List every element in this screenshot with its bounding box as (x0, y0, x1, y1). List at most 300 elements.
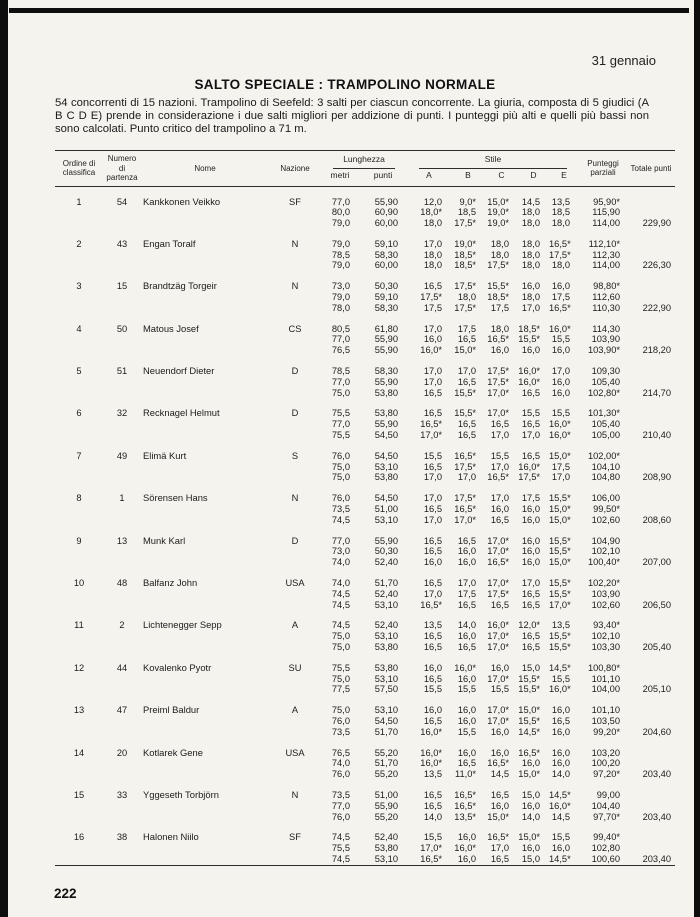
col-header-length (321, 151, 407, 169)
cell-judge-d: 18,5* (518, 323, 540, 334)
cell-judge-c: 16,5* (487, 557, 509, 568)
cell-partial: 112,10* (588, 238, 620, 249)
cell-rank (55, 388, 103, 399)
cell-judge-c: 17,0 (490, 843, 509, 854)
cell-name (141, 769, 269, 780)
cell-judge-c: 17,0* (487, 715, 509, 726)
cell-bib (103, 334, 141, 345)
cell-total (627, 822, 675, 843)
cell-metri: 77,0 (331, 196, 350, 207)
result-row (55, 758, 675, 769)
cell-name (141, 546, 269, 557)
cell-judge-a: 17,0 (423, 323, 442, 334)
cell-punti: 50,30 (374, 281, 398, 292)
cell-judge-d: 16,0* (518, 376, 540, 387)
cell-punti: 61,80 (374, 323, 398, 334)
cell-name (141, 388, 269, 399)
cell-total (627, 653, 675, 674)
cell-rank: 12 (73, 662, 85, 673)
cell-judge-a: 15,5 (423, 832, 442, 843)
cell-nation (269, 472, 321, 483)
result-row (55, 716, 675, 727)
cell-judge-c: 16,0* (487, 620, 509, 631)
cell-metri: 75,0 (331, 472, 350, 483)
result-row (55, 738, 675, 759)
cell-judge-a: 16,0* (420, 726, 442, 737)
cell-judge-a: 16,0 (423, 334, 442, 345)
cell-metri: 78,0 (331, 302, 350, 313)
cell-judge-d: 12,0* (518, 620, 540, 631)
cell-metri: 74,5 (331, 853, 350, 864)
cell-nation (269, 218, 321, 229)
cell-judge-a: 16,5 (423, 546, 442, 557)
cell-judge-c: 17,0 (490, 461, 509, 472)
cell-judge-b: 16,0 (457, 557, 476, 568)
cell-judge-e: 18,0 (551, 218, 570, 229)
cell-judge-c: 18,0 (490, 249, 509, 260)
cell-judge-e: 16,5* (549, 238, 571, 249)
cell-judge-a: 17,0 (423, 366, 442, 377)
cell-judge-b: 16,5* (454, 450, 476, 461)
cell-rank (55, 557, 103, 568)
cell-judge-c: 17,0* (487, 546, 509, 557)
cell-judge-d: 16,0 (521, 557, 540, 568)
cell-nation: N (291, 789, 299, 800)
cell-name (141, 716, 269, 727)
cell-judge-c: 17,5 (490, 302, 509, 313)
cell-nation (269, 260, 321, 271)
cell-judge-d: 16,0 (521, 504, 540, 515)
cell-punti: 55,90 (374, 800, 398, 811)
cell-judge-d: 16,5 (521, 387, 540, 398)
cell-metri: 75,5 (331, 430, 350, 441)
cell-rank: 6 (76, 408, 82, 419)
cell-judge-d: 16,0 (521, 546, 540, 557)
cell-judge-d: 15,0 (521, 853, 540, 864)
cell-bib: 47 (116, 705, 128, 716)
cell-judge-a: 17,0 (423, 588, 442, 599)
cell-judge-c: 18,0 (490, 323, 509, 334)
cell-nation (269, 546, 321, 557)
cell-judge-b: 17,5 (457, 588, 476, 599)
cell-judge-e: 16,0 (551, 281, 570, 292)
cell-judge-a: 18,0* (420, 207, 442, 218)
cell-nation (269, 674, 321, 685)
cell-bib (103, 684, 141, 695)
result-row (55, 557, 675, 568)
cell-metri: 74,5 (331, 599, 350, 610)
cell-partial: 109,30 (591, 366, 620, 377)
result-row (55, 250, 675, 261)
col-header-bib: Numero di partenza (106, 154, 138, 182)
cell-bib (103, 260, 141, 271)
cell-rank (55, 801, 103, 812)
cell-judge-a: 16,5* (420, 599, 442, 610)
cell-judge-a: 16,5 (423, 461, 442, 472)
result-row (55, 568, 675, 589)
cell-judge-c: 16,5 (490, 599, 509, 610)
result-row (55, 345, 675, 356)
cell-nation: A (291, 620, 299, 631)
cell-rank (55, 854, 103, 865)
cell-nation (269, 854, 321, 865)
cell-judge-d: 15,5* (518, 334, 540, 345)
cell-judge-b: 11,0* (454, 769, 476, 780)
cell-rank (55, 430, 103, 441)
cell-metri: 75,0 (331, 673, 350, 684)
cell-total: 205,40 (642, 642, 671, 652)
cell-rank: 2 (76, 238, 82, 249)
cell-rank (55, 250, 103, 261)
result-row (55, 271, 675, 292)
cell-partial: 104,10 (591, 461, 620, 472)
cell-name (141, 600, 269, 611)
cell-name (141, 854, 269, 865)
cell-metri: 73,0 (331, 546, 350, 557)
cell-punti: 54,50 (374, 450, 398, 461)
cell-rank (55, 207, 103, 218)
cell-total: 208,60 (642, 514, 671, 525)
cell-judge-b: 16,0 (457, 832, 476, 843)
cell-judge-a: 16,5 (423, 715, 442, 726)
cell-metri: 73,0 (331, 281, 350, 292)
cell-partial: 112,30 (592, 249, 620, 260)
cell-judge-e: 15,0* (549, 514, 571, 525)
cell-name: Preiml Baldur (143, 704, 200, 716)
result-row (55, 610, 675, 631)
cell-name (141, 631, 269, 642)
cell-punti: 55,90 (374, 376, 398, 387)
result-row (55, 314, 675, 335)
cell-partial: 105,40 (591, 376, 620, 387)
cell-judge-d: 16,5 (521, 642, 540, 652)
cell-metri: 79,0 (331, 292, 350, 303)
cell-name: Recknagel Helmut (143, 407, 220, 419)
cell-total (627, 758, 675, 769)
page-date: 31 gennaio (591, 53, 656, 68)
cell-judge-b: 17,0 (457, 366, 476, 377)
cell-judge-e: 15,5* (549, 546, 571, 557)
cell-judge-d: 16,5* (518, 747, 540, 758)
cell-judge-a: 16,0 (423, 557, 442, 568)
cell-judge-d: 16,0 (521, 281, 540, 292)
cell-punti: 53,10 (374, 599, 398, 610)
result-row (55, 642, 675, 653)
cell-judge-b: 16,0 (457, 673, 476, 684)
cell-bib: 44 (116, 662, 128, 673)
cell-metri: 74,5 (331, 620, 350, 631)
cell-judge-b: 18,5 (457, 207, 476, 218)
cell-judge-c: 17,0* (487, 408, 509, 419)
result-row (55, 260, 675, 271)
cell-punti: 59,10 (374, 238, 398, 249)
cell-name: Matous Josef (143, 322, 199, 334)
cell-judge-e: 14,5 (551, 811, 570, 822)
cell-total (627, 441, 675, 462)
cell-bib (103, 716, 141, 727)
cell-bib (103, 218, 141, 229)
cell-judge-d: 16,0* (518, 366, 540, 377)
cell-rank: 8 (76, 493, 82, 504)
cell-rank (55, 218, 103, 229)
cell-judge-c: 17,0* (487, 642, 509, 652)
cell-partial: 104,00 (591, 684, 620, 695)
cell-bib: 43 (116, 238, 128, 249)
cell-partial: 99,20* (593, 726, 620, 737)
cell-rank (55, 377, 103, 388)
cell-total (627, 843, 675, 854)
cell-judge-b: 16,5 (457, 758, 476, 769)
cell-bib: 20 (116, 747, 128, 758)
cell-rank (55, 843, 103, 854)
cell-nation: SU (288, 662, 302, 673)
cell-rank: 9 (76, 535, 82, 546)
cell-judge-d: 17,5 (521, 493, 540, 504)
cell-bib (103, 546, 141, 557)
cell-name: Balfanz John (143, 577, 198, 589)
result-row (55, 356, 675, 377)
cell-judge-a: 16,5* (420, 853, 442, 864)
cell-judge-a: 14,0 (423, 811, 442, 822)
cell-metri: 75,0 (331, 642, 350, 652)
result-row (55, 292, 675, 303)
cell-metri: 73,5 (331, 789, 350, 800)
cell-nation (269, 504, 321, 515)
cell-judge-e: 16,5* (549, 302, 571, 313)
cell-punti: 60,00 (374, 218, 398, 229)
cell-judge-b: 15,0* (454, 345, 476, 356)
cell-judge-e: 14,5* (549, 662, 571, 673)
result-row (55, 526, 675, 547)
cell-punti: 51,70 (374, 726, 398, 737)
cell-punti: 55,20 (374, 747, 398, 758)
cell-bib (103, 292, 141, 303)
cell-judge-a: 16,0* (420, 758, 442, 769)
cell-partial: 93,40* (593, 620, 620, 631)
cell-nation (269, 642, 321, 653)
cell-nation (269, 758, 321, 769)
cell-partial: 100,80* (587, 662, 620, 673)
cell-judge-a: 16,5 (423, 631, 442, 642)
cell-bib (103, 303, 141, 314)
result-row (55, 515, 675, 526)
cell-rank (55, 812, 103, 823)
cell-judge-c: 17,0* (487, 387, 509, 398)
cell-judge-b: 17,5* (454, 281, 476, 292)
cell-partial: 103,90* (587, 345, 620, 356)
result-row (55, 462, 675, 473)
cell-rank (55, 515, 103, 526)
cell-punti: 53,80 (374, 642, 398, 652)
cell-bib (103, 812, 141, 823)
cell-punti: 53,10 (374, 673, 398, 684)
cell-judge-c: 16,0 (490, 800, 509, 811)
cell-total: 203,40 (642, 811, 671, 822)
result-row (55, 377, 675, 388)
cell-judge-e: 16,0* (549, 430, 571, 441)
cell-metri: 77,5 (331, 684, 350, 695)
cell-judge-d: 16,0 (521, 800, 540, 811)
cell-metri: 75,0 (331, 705, 350, 716)
cell-judge-b: 16,5 (457, 430, 476, 441)
results-tbody (55, 186, 675, 865)
cell-total (627, 801, 675, 812)
result-row (55, 780, 675, 801)
cell-nation (269, 684, 321, 695)
cell-name (141, 642, 269, 653)
cell-metri: 74,5 (331, 588, 350, 599)
cell-rank: 11 (74, 620, 84, 631)
cell-bib (103, 674, 141, 685)
result-row (55, 843, 675, 854)
cell-judge-d: 15,0* (518, 705, 540, 716)
cell-judge-d: 16,0 (521, 345, 540, 356)
cell-metri: 77,0 (331, 535, 350, 546)
cell-judge-d: 17,0 (521, 302, 540, 313)
cell-judge-c: 17,0* (487, 631, 509, 642)
cell-nation: SF (289, 196, 301, 207)
cell-nation (269, 377, 321, 388)
cell-punti: 54,50 (374, 430, 398, 441)
cell-judge-d: 14,5 (521, 196, 540, 207)
col-header-nation: Nazione (280, 163, 310, 173)
cell-nation (269, 207, 321, 218)
cell-judge-e: 14,5* (549, 853, 571, 864)
cell-metri: 78,5 (331, 249, 350, 260)
cell-name (141, 674, 269, 685)
cell-judge-a: 16,5 (423, 578, 442, 589)
cell-total: 222,90 (642, 302, 671, 313)
cell-rank (55, 758, 103, 769)
cell-judge-e: 16,0 (551, 726, 570, 737)
cell-bib: 15 (116, 281, 128, 292)
cell-rank (55, 292, 103, 303)
cell-total (627, 229, 675, 250)
cell-punti: 60,00 (374, 260, 398, 271)
col-subheader-punti: punti (373, 169, 393, 180)
cell-judge-e: 15,5* (549, 535, 571, 546)
cell-name: Brandtzäg Torgeir (143, 280, 217, 292)
cell-total (627, 738, 675, 759)
cell-name (141, 377, 269, 388)
cell-nation: D (291, 535, 299, 546)
cell-judge-e: 15,5* (549, 578, 571, 589)
col-subheader-judge-e: E (561, 169, 567, 180)
cell-name (141, 843, 269, 854)
cell-metri: 75,5 (331, 662, 350, 673)
cell-bib (103, 589, 141, 600)
cell-judge-e: 16,0* (549, 684, 571, 695)
cell-bib: 54 (116, 196, 128, 207)
cell-nation: A (291, 705, 299, 716)
cell-partial: 102,10 (591, 546, 620, 557)
cell-judge-b: 17,5* (454, 461, 476, 472)
cell-judge-c: 16,5 (490, 419, 509, 430)
cell-punti: 55,90 (374, 345, 398, 356)
cell-bib (103, 600, 141, 611)
cell-bib (103, 345, 141, 356)
cell-total (627, 377, 675, 388)
results-table-header (55, 151, 675, 187)
cell-judge-e: 16,0* (549, 419, 571, 430)
cell-metri: 76,5 (331, 345, 350, 356)
cell-nation (269, 515, 321, 526)
cell-nation (269, 600, 321, 611)
col-subheader-metri: metri (330, 169, 350, 180)
cell-rank (55, 631, 103, 642)
cell-judge-a: 17,0 (423, 472, 442, 483)
cell-judge-a: 18,0 (423, 260, 442, 271)
cell-metri: 78,5 (331, 366, 350, 377)
cell-punti: 53,10 (374, 853, 398, 864)
cell-total (627, 314, 675, 335)
cell-judge-d: 16,5 (521, 631, 540, 642)
cell-nation (269, 334, 321, 345)
cell-judge-d: 16,5 (521, 450, 540, 461)
cell-punti: 58,30 (374, 366, 398, 377)
cell-punti: 52,40 (374, 832, 398, 843)
cell-rank (55, 303, 103, 314)
cell-metri: 75,0 (331, 387, 350, 398)
cell-bib (103, 472, 141, 483)
cell-bib: 49 (116, 450, 128, 461)
cell-judge-c: 16,0 (490, 345, 509, 356)
cell-judge-b: 13,5* (454, 811, 476, 822)
cell-nation (269, 430, 321, 441)
cell-name: Elimä Kurt (143, 449, 187, 461)
cell-name (141, 504, 269, 515)
cell-name (141, 334, 269, 345)
cell-judge-e: 15,5 (551, 408, 570, 419)
cell-name: Kovalenko Pyotr (143, 661, 212, 673)
cell-partial: 102,80* (587, 387, 620, 398)
cell-total (627, 780, 675, 801)
result-row (55, 674, 675, 685)
cell-judge-e: 15,5* (549, 631, 571, 642)
cell-judge-b: 16,5 (457, 419, 476, 430)
cell-judge-b: 16,0 (457, 747, 476, 758)
cell-judge-b: 16,0* (454, 843, 476, 854)
cell-judge-c: 16,0 (490, 504, 509, 515)
result-row (55, 430, 675, 441)
cell-bib (103, 642, 141, 653)
cell-judge-d: 16,0* (518, 461, 540, 472)
cell-rank: 4 (76, 323, 82, 334)
cell-total: 207,00 (642, 557, 671, 568)
cell-rank (55, 600, 103, 611)
cell-rank (55, 546, 103, 557)
cell-total (627, 292, 675, 303)
cell-judge-c: 16,5 (490, 789, 509, 800)
cell-punti: 50,30 (374, 546, 398, 557)
cell-judge-b: 15,5 (457, 684, 476, 695)
cell-total (627, 207, 675, 218)
cell-judge-e: 16,0 (551, 705, 570, 716)
cell-metri: 79,0 (331, 260, 350, 271)
cell-judge-c: 16,0 (490, 662, 509, 673)
result-row (55, 483, 675, 504)
cell-judge-e: 16,0 (551, 345, 570, 356)
cell-partial: 99,40* (593, 832, 620, 843)
cell-total (627, 589, 675, 600)
cell-judge-e: 13,5 (551, 620, 570, 631)
cell-judge-e: 17,5 (551, 292, 570, 303)
cell-partial: 103,90 (591, 334, 620, 345)
cell-judge-e: 17,5 (551, 461, 570, 472)
cell-judge-a: 16,5 (423, 673, 442, 684)
cell-total (627, 419, 675, 430)
cell-judge-a: 13,5 (423, 620, 442, 631)
